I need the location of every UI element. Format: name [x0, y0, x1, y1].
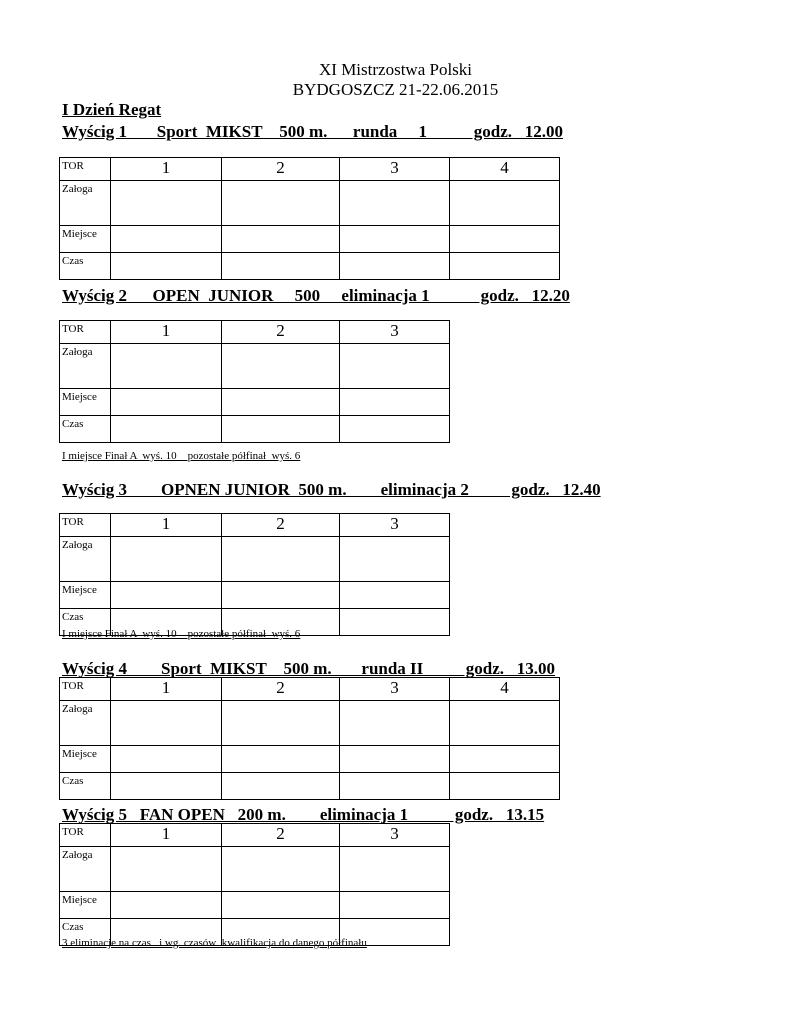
lane-2: 2 — [222, 678, 340, 701]
lane-1: 1 — [111, 321, 222, 344]
lane-3: 3 — [340, 824, 450, 847]
row-label-czas: Czas — [60, 919, 111, 946]
lane-3: 3 — [340, 158, 450, 181]
cell — [222, 582, 340, 609]
cell — [340, 701, 450, 746]
cell — [340, 253, 450, 280]
row-label-miejsce: Miejsce — [60, 746, 111, 773]
row-tor — [60, 321, 450, 344]
lane-2: 2 — [222, 824, 340, 847]
cell — [340, 344, 450, 389]
cell — [111, 181, 222, 226]
row-label-tor: TOR — [60, 824, 111, 847]
cell — [340, 537, 450, 582]
document-title: XI Mistrzostwa Polski — [319, 60, 472, 79]
cell — [450, 773, 560, 800]
cell — [111, 892, 222, 919]
cell — [111, 253, 222, 280]
row-label-miejsce: Miejsce — [60, 582, 111, 609]
cell — [111, 344, 222, 389]
race-5-note: 3 eliminacje na czas i wg. czasów kwalifikacja do danego półfinału — [62, 937, 367, 949]
row-miejsce — [60, 892, 450, 919]
cell — [222, 892, 340, 919]
row-label-miejsce: Miejsce — [60, 892, 111, 919]
cell — [340, 181, 450, 226]
cell — [111, 389, 222, 416]
lane-4: 4 — [450, 678, 560, 701]
race-2-heading: Wyścig 2 OPEN JUNIOR 500 eliminacja 1 godz. 12.20 — [62, 286, 570, 305]
cell — [450, 701, 560, 746]
lane-1: 1 — [111, 158, 222, 181]
cell — [222, 253, 340, 280]
cell — [340, 609, 450, 636]
cell — [111, 773, 222, 800]
cell — [340, 746, 450, 773]
row-czas — [60, 773, 560, 800]
row-tor — [60, 824, 450, 847]
row-czas — [60, 416, 450, 443]
lane-2: 2 — [222, 321, 340, 344]
cell — [111, 582, 222, 609]
row-miejsce — [60, 746, 560, 773]
row-label-czas: Czas — [60, 253, 111, 280]
cell — [222, 389, 340, 416]
cell — [111, 537, 222, 582]
row-label-czas: Czas — [60, 773, 111, 800]
row-zaloga — [60, 537, 450, 582]
row-tor — [60, 158, 560, 181]
race-2-table — [59, 320, 450, 443]
document-subtitle: BYDGOSZCZ 21-22.06.2015 — [292, 80, 499, 99]
lane-1: 1 — [111, 678, 222, 701]
row-label-zaloga: Załoga — [60, 344, 111, 389]
cell — [450, 746, 560, 773]
race-4-table — [59, 677, 560, 800]
cell — [111, 847, 222, 892]
row-label-zaloga: Załoga — [60, 847, 111, 892]
row-label-tor: TOR — [60, 321, 111, 344]
lane-2: 2 — [222, 158, 340, 181]
lane-1: 1 — [111, 514, 222, 537]
cell — [222, 416, 340, 443]
race-3-note: I miejsce Finał A wyś. 10 pozostałe półfinał wyś. 6 — [62, 628, 301, 640]
race-1-heading: Wyścig 1 Sport MIKST 500 m. runda 1 godz. 12.00 — [62, 122, 564, 141]
cell — [222, 537, 340, 582]
cell — [111, 746, 222, 773]
row-miejsce — [60, 226, 560, 253]
row-label-zaloga: Załoga — [60, 181, 111, 226]
race-1-table — [59, 157, 560, 280]
cell — [222, 746, 340, 773]
cell — [340, 416, 450, 443]
row-miejsce — [60, 389, 450, 416]
cell — [340, 226, 450, 253]
row-label-tor: TOR — [60, 678, 111, 701]
row-zaloga — [60, 701, 560, 746]
lane-3: 3 — [340, 514, 450, 537]
cell — [111, 226, 222, 253]
cell — [222, 226, 340, 253]
row-label-zaloga: Załoga — [60, 537, 111, 582]
cell — [222, 181, 340, 226]
cell — [340, 773, 450, 800]
row-tor — [60, 678, 560, 701]
row-label-czas: Czas — [60, 416, 111, 443]
cell — [450, 253, 560, 280]
lane-3: 3 — [340, 678, 450, 701]
row-label-czas: Czas — [60, 609, 111, 636]
lane-2: 2 — [222, 514, 340, 537]
cell — [111, 701, 222, 746]
lane-1: 1 — [111, 824, 222, 847]
row-label-zaloga: Załoga — [60, 701, 111, 746]
cell — [111, 416, 222, 443]
race-5-heading: Wyścig 5 FAN OPEN 200 m. eliminacja 1 godz. 13.15 — [62, 805, 545, 824]
row-label-tor: TOR — [60, 514, 111, 537]
race-5-table — [59, 823, 450, 946]
row-label-miejsce: Miejsce — [60, 389, 111, 416]
race-3-heading: Wyścig 3 OPNEN JUNIOR 500 m. eliminacja 2 godz. 12.40 — [62, 480, 601, 499]
cell — [340, 847, 450, 892]
day-heading: I Dzień Regat — [62, 100, 162, 119]
race-3-table — [59, 513, 450, 636]
row-label-miejsce: Miejsce — [60, 226, 111, 253]
race-2-note: I miejsce Finał A wyś. 10 pozostałe półfinał wyś. 6 — [62, 450, 301, 462]
row-zaloga — [60, 181, 560, 226]
cell — [340, 389, 450, 416]
cell — [340, 582, 450, 609]
cell — [450, 181, 560, 226]
cell — [222, 773, 340, 800]
cell — [222, 344, 340, 389]
lane-3: 3 — [340, 321, 450, 344]
row-tor — [60, 514, 450, 537]
lane-4: 4 — [450, 158, 560, 181]
row-label-tor: TOR — [60, 158, 111, 181]
row-czas — [60, 253, 560, 280]
row-miejsce — [60, 582, 450, 609]
race-4-heading: Wyścig 4 Sport MIKST 500 m. runda II godz. 13.00 — [62, 659, 556, 678]
row-zaloga — [60, 344, 450, 389]
cell — [340, 892, 450, 919]
row-zaloga — [60, 847, 450, 892]
cell — [450, 226, 560, 253]
cell — [222, 847, 340, 892]
cell — [222, 701, 340, 746]
